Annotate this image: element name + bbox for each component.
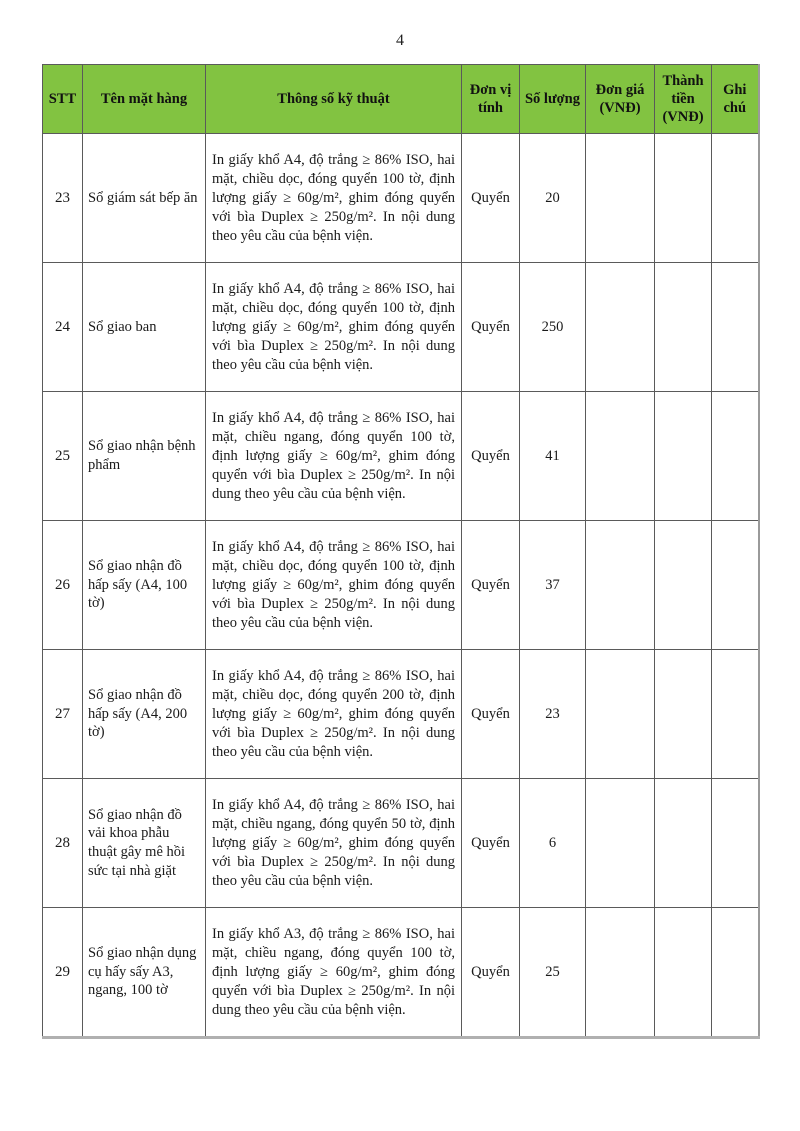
cell-note <box>712 908 759 1038</box>
cell-spec: In giấy khổ A4, độ trắng ≥ 86% ISO, hai mặt, chiều dọc, đóng quyển 100 tờ, định lượng giấy ≥ 60g/m², ghim đóng quyển với bìa Duplex ≥ 250g/m². In nội dung theo yêu cầu của bệnh viện. <box>206 263 462 392</box>
cell-spec: In giấy khổ A4, độ trắng ≥ 86% ISO, hai mặt, chiều dọc, đóng quyển 100 tờ, định lượng giấy ≥ 60g/m², ghim đóng quyển với bìa Duplex ≥ 250g/m². In nội dung theo yêu cầu của bệnh viện. <box>206 521 462 650</box>
cell-unit-price <box>586 908 655 1038</box>
cell-stt: 24 <box>43 263 83 392</box>
table-body <box>43 134 759 1038</box>
cell-note <box>712 134 759 263</box>
cell-unit: Quyển <box>462 908 520 1038</box>
cell-quantity: 23 <box>520 650 586 779</box>
page-number: 4 <box>396 32 404 49</box>
cell-note <box>712 650 759 779</box>
header-note: Ghi chú <box>712 65 759 134</box>
cell-stt: 26 <box>43 521 83 650</box>
cell-quantity: 41 <box>520 392 586 521</box>
items-table <box>42 64 760 1039</box>
cell-item-name: Sổ giao nhận đồ hấp sấy (A4, 100 tờ) <box>83 521 206 650</box>
cell-total <box>655 392 712 521</box>
cell-quantity: 25 <box>520 908 586 1038</box>
cell-spec: In giấy khổ A4, độ trắng ≥ 86% ISO, hai mặt, chiều dọc, đóng quyển 100 tờ, định lượng giấy ≥ 60g/m², ghim đóng quyển với bìa Duplex ≥ 250g/m². In nội dung theo yêu cầu của bệnh viện. <box>206 134 462 263</box>
table-row <box>43 134 759 263</box>
cell-note <box>712 392 759 521</box>
cell-note <box>712 263 759 392</box>
table-row <box>43 392 759 521</box>
header-spec: Thông số kỹ thuật <box>206 65 462 134</box>
cell-item-name: Sổ giao ban <box>83 263 206 392</box>
table-row <box>43 779 759 908</box>
cell-note <box>712 521 759 650</box>
cell-total <box>655 650 712 779</box>
cell-note <box>712 779 759 908</box>
cell-quantity: 250 <box>520 263 586 392</box>
table-row <box>43 263 759 392</box>
cell-unit: Quyển <box>462 779 520 908</box>
cell-unit-price <box>586 134 655 263</box>
table-header <box>43 65 759 134</box>
cell-total <box>655 908 712 1038</box>
cell-quantity: 20 <box>520 134 586 263</box>
cell-unit-price <box>586 650 655 779</box>
cell-stt: 25 <box>43 392 83 521</box>
cell-stt: 29 <box>43 908 83 1038</box>
header-quantity: Số lượng <box>520 65 586 134</box>
header-total: Thành tiền (VNĐ) <box>655 65 712 134</box>
cell-quantity: 6 <box>520 779 586 908</box>
cell-stt: 27 <box>43 650 83 779</box>
cell-unit: Quyển <box>462 392 520 521</box>
cell-unit: Quyển <box>462 650 520 779</box>
cell-spec: In giấy khổ A4, độ trắng ≥ 86% ISO, hai mặt, chiều ngang, đóng quyển 100 tờ, định lượng giấy ≥ 60g/m², ghim đóng quyển với bìa Duplex ≥ 250g/m². In nội dung theo yêu cầu của bệnh viện. <box>206 392 462 521</box>
cell-total <box>655 779 712 908</box>
cell-item-name: Sổ giao nhận đồ hấp sấy (A4, 200 tờ) <box>83 650 206 779</box>
header-row <box>43 65 759 134</box>
cell-unit: Quyển <box>462 263 520 392</box>
cell-total <box>655 263 712 392</box>
cell-item-name: Sổ giám sát bếp ăn <box>83 134 206 263</box>
cell-total <box>655 521 712 650</box>
cell-unit-price <box>586 392 655 521</box>
cell-item-name: Sổ giao nhận dụng cụ hấy sấy A3, ngang, 100 tờ <box>83 908 206 1038</box>
cell-stt: 28 <box>43 779 83 908</box>
cell-total <box>655 134 712 263</box>
header-unit: Đơn vị tính <box>462 65 520 134</box>
cell-unit: Quyển <box>462 521 520 650</box>
header-stt: STT <box>43 65 83 134</box>
cell-spec: In giấy khổ A4, độ trắng ≥ 86% ISO, hai mặt, chiều dọc, đóng quyển 200 tờ, định lượng giấy ≥ 60g/m², ghim đóng quyển với bìa Duplex ≥ 250g/m². In nội dung theo yêu cầu của bệnh viện. <box>206 650 462 779</box>
header-unit-price: Đơn giá (VNĐ) <box>586 65 655 134</box>
cell-spec: In giấy khổ A3, độ trắng ≥ 86% ISO, hai mặt, chiều ngang, đóng quyển 100 tờ, định lượng giấy ≥ 60g/m², ghim đóng quyển với bìa Duplex ≥ 250g/m². In nội dung theo yêu cầu của bệnh viện. <box>206 908 462 1038</box>
cell-item-name: Sổ giao nhận đồ vải khoa phẫu thuật gây mê hồi sức tại nhà giặt <box>83 779 206 908</box>
cell-unit-price <box>586 521 655 650</box>
table-row <box>43 650 759 779</box>
header-item-name: Tên mặt hàng <box>83 65 206 134</box>
cell-item-name: Sổ giao nhận bệnh phẩm <box>83 392 206 521</box>
cell-quantity: 37 <box>520 521 586 650</box>
table-row <box>43 521 759 650</box>
cell-unit-price <box>586 263 655 392</box>
cell-unit-price <box>586 779 655 908</box>
table-row <box>43 908 759 1038</box>
cell-stt: 23 <box>43 134 83 263</box>
cell-unit: Quyển <box>462 134 520 263</box>
cell-spec: In giấy khổ A4, độ trắng ≥ 86% ISO, hai mặt, chiều ngang, đóng quyển 50 tờ, định lượng giấy ≥ 60g/m², ghim đóng quyển với bìa Duplex ≥ 250g/m². In nội dung theo yêu cầu của bệnh viện. <box>206 779 462 908</box>
